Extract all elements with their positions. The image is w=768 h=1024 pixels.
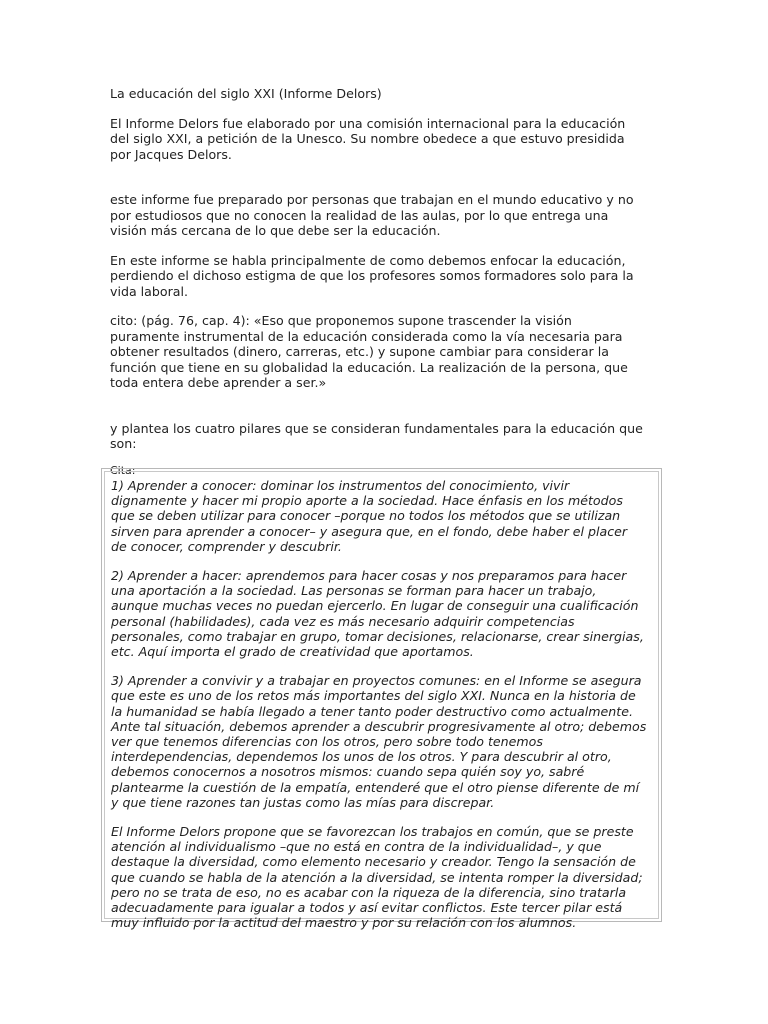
document-body bbox=[110, 86, 670, 479]
paragraph-pillars-intro: y plantea los cuatro pilares que se consideran fundamentales para la educación que son: bbox=[110, 420, 643, 451]
quote-paragraph-conocer: 1) Aprender a conocer: dominar los instrumentos del conocimiento, vivir dignamente y hacer mi propio aporte a la sociedad. Hace énfasis en los métodos que se deben utilizar para conocer –porque no todos los métodos que se utilizan sirven para aprender a conocer– y asegura que, en el fondo, debe haber el placer de conocer, comprender y descubrir. bbox=[111, 478, 628, 554]
cita-label: Cita: bbox=[110, 463, 136, 477]
paragraph-citation: cito: (pág. 76, cap. 4): «Eso que proponemos supone trascender la visión puramente instrumental de la educación considerada como la vía necesaria para obtener resultados (dinero, carreras, etc.) y supone cambiar para considerar la función que tiene en su globalidad la educación. La realización de la persona, que toda entera debe aprender a ser.» bbox=[110, 313, 628, 390]
paragraph-intro: El Informe Delors fue elaborado por una comisión internacional para la educación del siglo XXI, a petición de la Unesco. Su nombre obedece a que estuvo presidida por Jacques Delors. bbox=[110, 115, 626, 162]
paragraph-focus: En este informe se habla principalmente de como debemos enfocar la educación, perdiendo el dichoso estigma de que los profesores somos formadores solo para la vida laboral. bbox=[110, 252, 634, 299]
quote-box bbox=[101, 468, 662, 931]
paragraph-authors: este informe fue preparado por personas que trabajan en el mundo educativo y no por estudiosos que no conocen la realidad de las aulas, por lo que entrega una visión más cercana de lo que debe ser la educación. bbox=[110, 192, 634, 238]
quote-paragraph-informe: El Informe Delors propone que se favorezcan los trabajos en común, que se preste atención al individualismo –que no está en contra de la individualidad–, y que destaque la diversidad, como elemento necesario y creador. Tengo la sensación de que cuando se habla de la atención a la diversidad, se intenta romper la diversidad; pero no se trata de eso, no es acabar con la riqueza de la diferencia, sino tratarla adecuadamente para igualar a todos y así evitar conflictos. Este tercer pilar está muy influido por la actitud del maestro y por su relación con los alumnos. bbox=[111, 824, 643, 931]
quote-box-inner bbox=[104, 471, 659, 931]
quote-paragraph-hacer: 2) Aprender a hacer: aprendemos para hacer cosas y nos preparamos para hacer una aportación a la sociedad. Las personas se forman para hacer un trabajo, aunque muchas veces no puedan ejercerlo. En lugar de conseguir una cualificación personal (habilidades), cada vez es más necesario adquirir competencias personales, como trabajar en grupo, tomar decisiones, relacionarse, crear sinergias, etc. Aquí importa el grado de creatividad que aportamos. bbox=[111, 568, 644, 660]
document-title: La educación del siglo XXI (Informe Delors) bbox=[110, 86, 382, 101]
quote-paragraph-convivir: 3) Aprender a convivir y a trabajar en proyectos comunes: en el Informe se asegura que este es uno de los retos más importantes del siglo XXI. Nunca en la historia de la humanidad se había llegado a tener tanto poder destructivo como actualmente. Ante tal situación, debemos aprender a descubrir progresivamente al otro; debemos ver que tenemos diferencias con los otros, pero sobre todo tenemos interdependencias, dependemos los unos de los otros. Y para descubrir al otro, debemos conocernos a nosotros mismos: cuando sepa quién soy yo, sabré plantearme la cuestión de la empatía, entenderé que el otro piense diferente de mí y que tiene razones tan justas como las mías para discrepar. bbox=[111, 673, 647, 810]
